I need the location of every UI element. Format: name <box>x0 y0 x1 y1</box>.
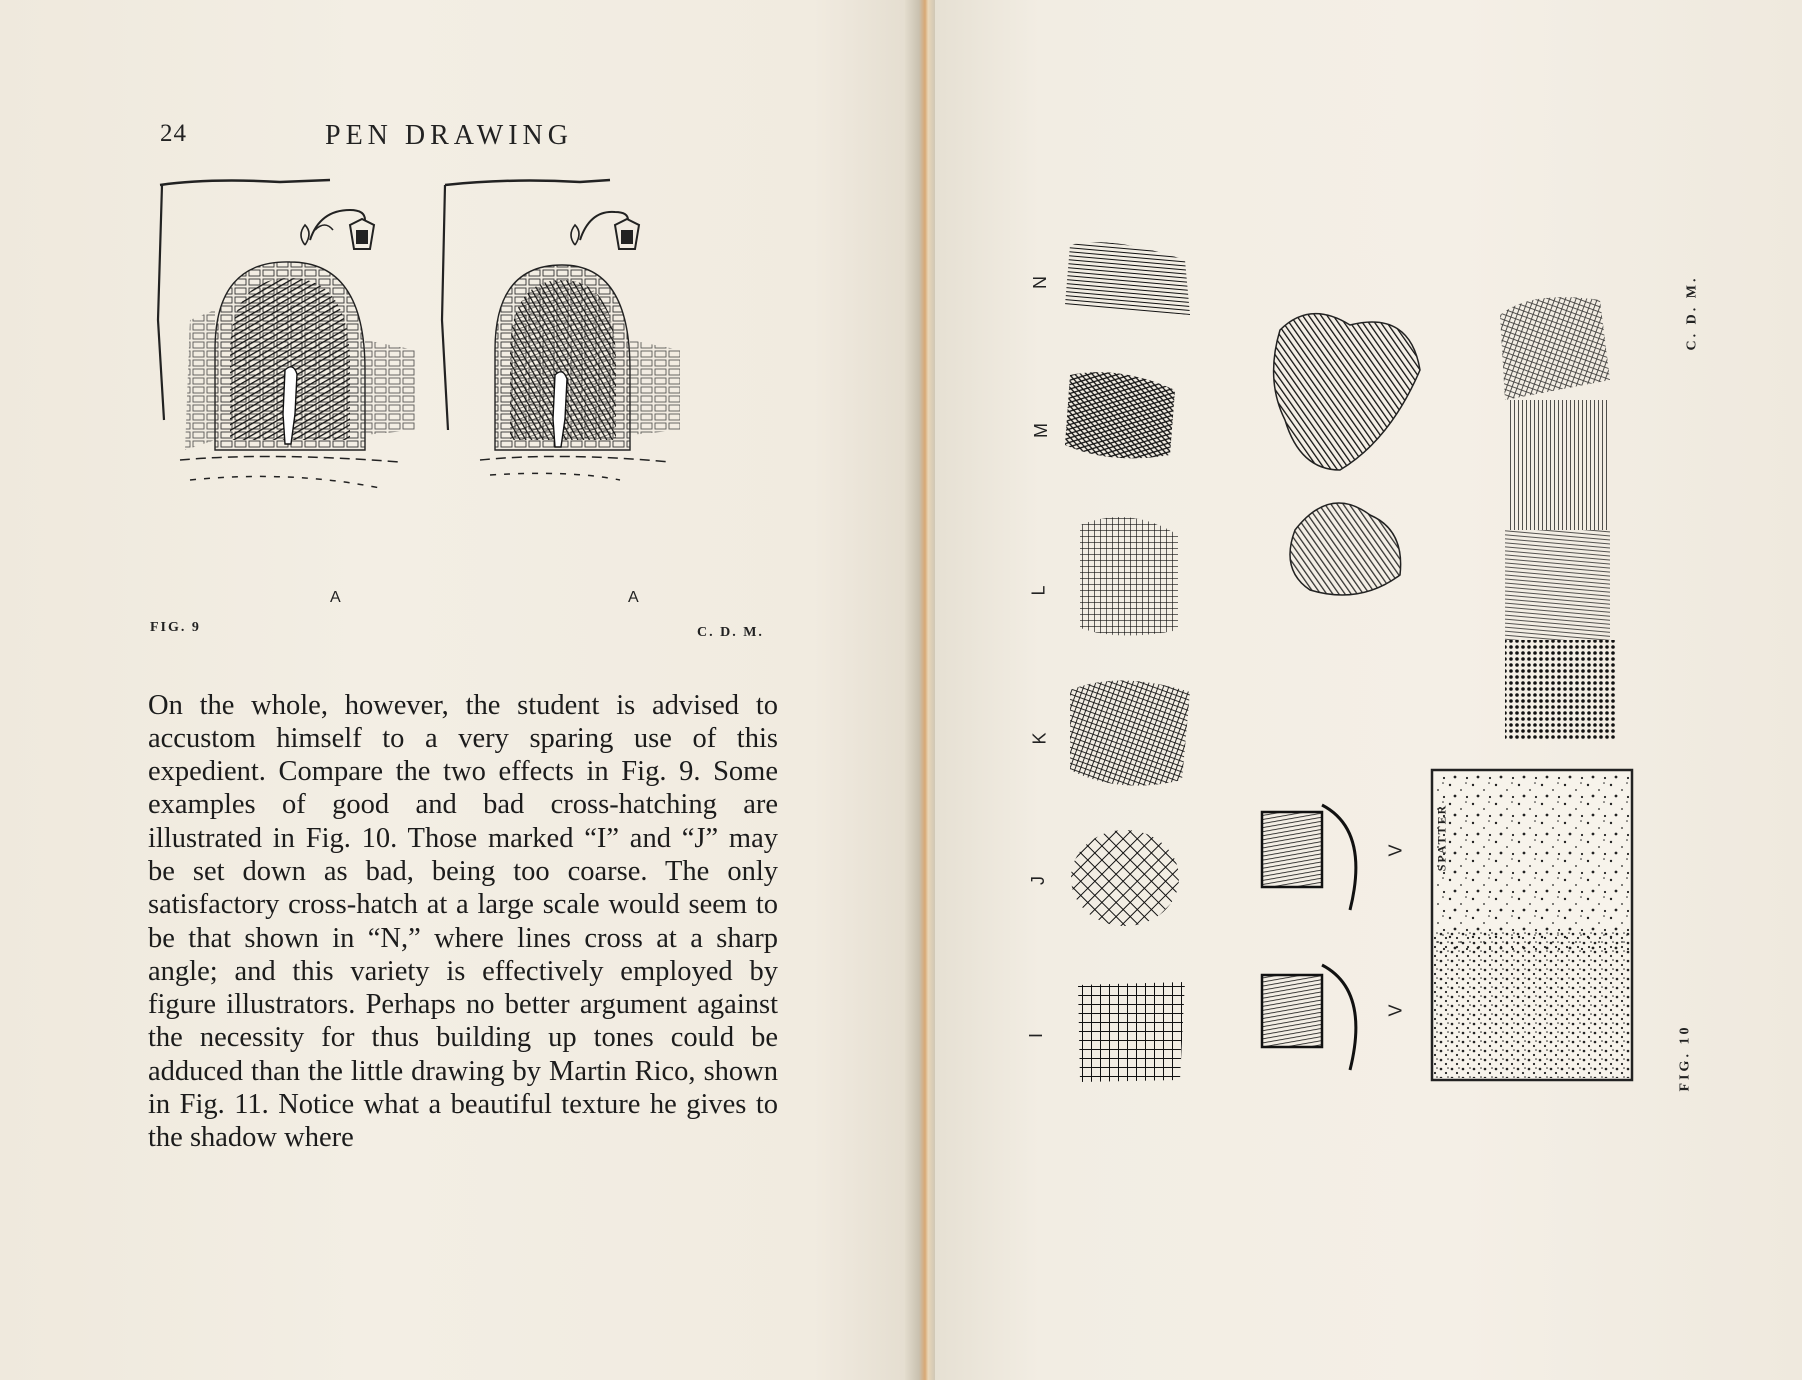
fig10-credit: C. D. M. <box>1684 275 1700 351</box>
fig9-credit: C. D. M. <box>697 625 764 640</box>
fig9-drawing-right <box>442 180 680 480</box>
fig9-label-a-left: A <box>330 589 341 606</box>
fig10-swatch-l <box>1080 517 1178 636</box>
fig9-caption: FIG. 9 <box>150 620 201 635</box>
fig10-spatter-box <box>1432 770 1632 1080</box>
fig10-caption: FIG. 10 <box>1677 1024 1693 1092</box>
fig10-v-swatch-bottom <box>1262 965 1356 1070</box>
body-paragraph: On the whole, however, the student is advised to accustom himself to a very sparing use of this expedient. Compare the two effects in Fig. 9. Some examples of good and bad cross-hatching are illustrated in Fig. 10. Those marked “I” and “J” may be set down as bad, being too coarse. The only satisfactory cross-hatch at a large scale would seem to be that shown in “N,” where lines cross at a sharp angle; and this variety is effectively employed by figure illustrators. Perhaps no better argument against the necessity for thus building up tones could be adduced than the little drawing by Martin Rico, shown in Fig. 11. Notice what a beautiful texture he gives to the shadow where <box>148 689 778 1154</box>
fig10-label-j: J <box>1028 876 1048 885</box>
fig10-spatter-label: SPATTER <box>1434 803 1449 872</box>
fig10-label-v-bottom: V <box>1385 1004 1406 1017</box>
fig10-label-v-top: V <box>1385 844 1406 857</box>
fig10-label-n: N <box>1030 276 1050 289</box>
fig10-label-m: M <box>1031 423 1051 438</box>
fig10-swatch-j <box>1071 830 1179 926</box>
fig10-label-l: L <box>1028 585 1049 596</box>
page-number: 24 <box>160 120 187 147</box>
fig9-drawing-left <box>158 180 415 488</box>
fig9-label-a-right: A <box>628 589 639 606</box>
fig10-swatch-n <box>1065 242 1190 315</box>
fig10-blob-drawing <box>1274 314 1420 595</box>
fig10-label-i: I <box>1026 1032 1047 1039</box>
page-header <box>160 120 800 160</box>
fig10-stipple-column <box>1500 297 1615 740</box>
fig10-illustration <box>1010 230 1730 1110</box>
fig9-illustration <box>150 170 790 630</box>
fig10-swatch-i <box>1078 982 1185 1082</box>
fig10-label-k: K <box>1029 732 1050 745</box>
fig10-v-swatch-top <box>1262 805 1356 910</box>
fig10-swatch-k <box>1070 680 1190 785</box>
running-title: PEN DRAWING <box>325 120 573 151</box>
fig10-swatch-m <box>1065 372 1175 458</box>
